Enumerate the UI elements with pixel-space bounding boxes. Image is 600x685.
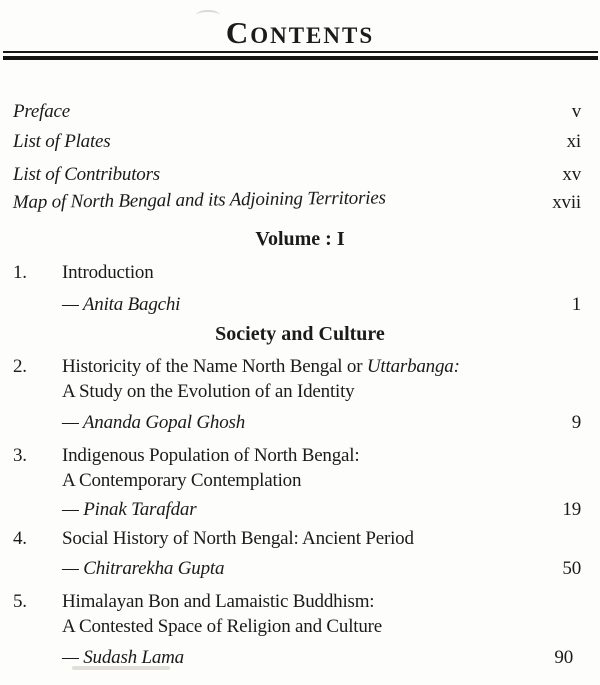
entry-title: Social History of North Bengal: Ancient Period bbox=[62, 528, 414, 549]
front-matter-row-map bbox=[12, 187, 581, 214]
front-matter-row-contributors bbox=[13, 163, 581, 186]
entry-title: List of Plates bbox=[13, 131, 111, 152]
toc-entry-3-title-row bbox=[13, 444, 581, 467]
entry-number: 5. bbox=[13, 591, 27, 612]
entry-author: — Ananda Gopal Ghosh bbox=[62, 412, 246, 433]
page-number: xi bbox=[566, 131, 581, 152]
entry-title: Introduction bbox=[62, 262, 154, 283]
volume-heading: Volume : I bbox=[255, 228, 345, 250]
entry-number: 2. bbox=[13, 356, 27, 377]
entry-title-italic: Uttarbanga: bbox=[366, 356, 460, 377]
entry-title bbox=[62, 355, 581, 378]
toc-entry-3-author-row bbox=[13, 498, 581, 521]
page-title bbox=[0, 15, 600, 54]
page-title-initial: C bbox=[225, 15, 251, 50]
toc-entry-5-author-row bbox=[13, 646, 581, 669]
toc-entry-2-author-row bbox=[13, 411, 581, 434]
entry-title: Preface bbox=[13, 101, 70, 122]
page-number: xvii bbox=[552, 192, 581, 213]
entry-title-continued: A Contested Space of Religion and Culture bbox=[62, 616, 383, 637]
entry-number: 1. bbox=[13, 262, 27, 283]
page-number: v bbox=[571, 101, 581, 122]
page-number: 9 bbox=[571, 412, 581, 433]
page-title-rest: ONTENTS bbox=[250, 23, 375, 48]
entry-title: Himalayan Bon and Lamaistic Buddhism: bbox=[62, 591, 375, 612]
toc-entry-4-title-row bbox=[13, 527, 581, 550]
page-number: xv bbox=[562, 164, 581, 185]
entry-author: — Anita Bagchi bbox=[62, 294, 181, 315]
entry-number: 4. bbox=[13, 528, 27, 549]
entry-author: — Sudash Lama bbox=[62, 647, 184, 668]
page-number: 50 bbox=[562, 558, 581, 579]
toc-entry-2-title-line2 bbox=[13, 380, 581, 403]
entry-title-normal: Historicity of the Name North Bengal or bbox=[62, 356, 367, 377]
entry-title-continued: A Study on the Evolution of an Identity bbox=[62, 381, 355, 402]
title-divider-rule bbox=[3, 51, 598, 60]
entry-number: 3. bbox=[13, 445, 27, 466]
entry-title: Indigenous Population of North Bengal: bbox=[62, 445, 360, 466]
page-number: 19 bbox=[562, 499, 581, 520]
entry-title-continued: A Contemporary Contemplation bbox=[62, 470, 302, 491]
front-matter-row-preface bbox=[13, 100, 581, 123]
toc-entry-5-title-row bbox=[13, 590, 581, 613]
section-heading: Society and Culture bbox=[215, 323, 385, 345]
entry-title: Map of North Bengal and its Adjoining Territories bbox=[12, 187, 386, 214]
toc-entry-5-title-line2 bbox=[13, 615, 581, 638]
page-number: 1 bbox=[571, 294, 581, 315]
toc-entry-2-title-row bbox=[13, 355, 581, 378]
entry-author: — Chitrarekha Gupta bbox=[62, 558, 225, 579]
front-matter-row-plates bbox=[13, 130, 581, 153]
page-number: 90 bbox=[554, 647, 573, 668]
toc-entry-1-title-row bbox=[13, 261, 581, 284]
toc-entry-1-author-row bbox=[13, 293, 581, 316]
toc-entry-3-title-line2 bbox=[13, 469, 581, 492]
entry-title: List of Contributors bbox=[13, 164, 160, 185]
toc-entry-4-author-row bbox=[13, 557, 581, 580]
entry-author: — Pinak Tarafdar bbox=[62, 499, 197, 520]
